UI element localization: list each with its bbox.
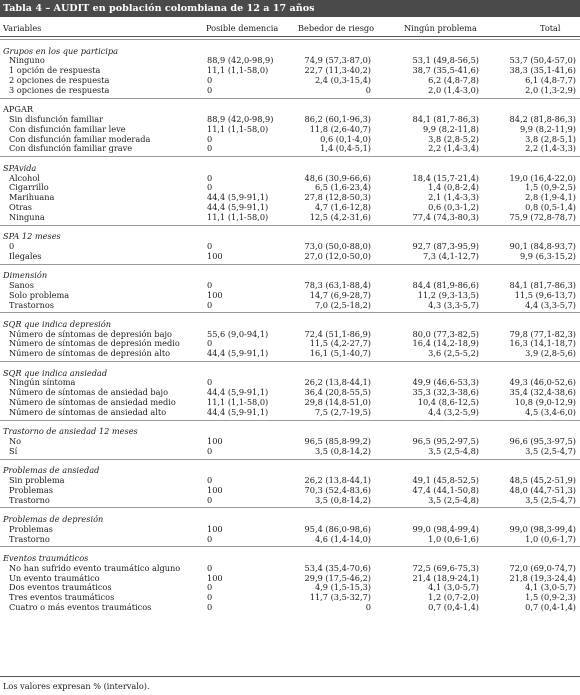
cell-ningun-problema: 3,8 (2,8-5,2) [428, 133, 479, 144]
row-label: Ninguna [9, 211, 45, 222]
cell-total: 84,1 (81,7-86,3) [509, 279, 576, 290]
cell-bebedor-de-riesgo: 0 [365, 84, 371, 95]
section-header [0, 466, 580, 476]
cell-total: 79,8 (77,1-82,3) [509, 328, 576, 339]
cell-total: 21,8 (19,3-24,4) [509, 572, 576, 583]
cell-ningun-problema: 99,0 (98,4-99,4) [412, 523, 479, 534]
section-header [0, 47, 580, 57]
cell-ningun-problema: 1,4 (0,8-2,4) [428, 182, 479, 193]
cell-bebedor-de-riesgo: 48,6 (30,9-66,6) [304, 172, 371, 183]
cell-posible-demencia: 0 [207, 533, 213, 544]
section-header [0, 369, 580, 379]
cell-bebedor-de-riesgo: 72,4 (51,1-86,9) [304, 328, 371, 339]
cell-total: 84,2 (81,8-86,3) [509, 113, 576, 124]
row-label: Sin disfunción familiar [9, 113, 104, 124]
table-row [0, 252, 580, 262]
cell-posible-demencia: 11,1 (1,1-58,0) [207, 123, 269, 134]
cell-posible-demencia: 0 [207, 475, 213, 486]
row-label: Problemas [9, 523, 53, 534]
section-header [0, 232, 580, 242]
cell-total: 48,5 (45,2-51,9) [509, 475, 576, 486]
cell-total: 11,5 (9,6-13,7) [514, 289, 576, 300]
cell-bebedor-de-riesgo: 11,5 (4,2-27,7) [309, 338, 371, 349]
table-row [0, 476, 580, 486]
section-divider [0, 98, 580, 106]
cell-ningun-problema: 9,9 (8,2-11,8) [422, 123, 479, 134]
cell-ningun-problema: 38,7 (35,5-41,6) [412, 65, 479, 76]
row-label: Número de síntomas de depresión bajo [9, 328, 172, 339]
cell-bebedor-de-riesgo: 7,0 (2,5-18,2) [314, 299, 371, 310]
table-body [0, 39, 580, 613]
cell-ningun-problema: 35,3 (32,3-38,6) [412, 387, 479, 398]
cell-bebedor-de-riesgo: 1,4 (0,4-5,1) [320, 143, 371, 154]
cell-ningun-problema: 53,1 (49,8-56,5) [412, 55, 479, 66]
cell-total: 4,5 (3,4-6,0) [525, 406, 576, 417]
cell-posible-demencia: 0 [207, 582, 213, 593]
cell-ningun-problema: 92,7 (87,3-95,9) [412, 240, 479, 251]
row-label: Con disfunción familiar leve [9, 123, 126, 134]
cell-total: 1,0 (0,6-1,7) [525, 533, 576, 544]
table-row [0, 203, 580, 213]
cell-total: 0,7 (0,4-1,4) [525, 601, 576, 612]
cell-ningun-problema: 3,5 (2,5-4,8) [428, 445, 479, 456]
cell-bebedor-de-riesgo: 70,3 (52,4-83,6) [304, 484, 371, 495]
table-row [0, 86, 580, 96]
row-label: Solo problema [9, 289, 70, 300]
cell-posible-demencia: 44,4 (5,9-91,1) [207, 192, 269, 203]
cell-bebedor-de-riesgo: 4,7 (1,6-12,8) [314, 201, 371, 212]
cell-ningun-problema: 7,3 (4,1-12,7) [422, 250, 479, 261]
cell-bebedor-de-riesgo: 73,0 (50,0-88,0) [304, 240, 371, 251]
cell-posible-demencia: 0 [207, 562, 213, 573]
cell-total: 3,5 (2,5-4,7) [525, 445, 576, 456]
section-title: SQR que indica depresión [3, 318, 111, 329]
table-title: Tabla 4 – AUDIT en población colombiana de 12 a 17 años [0, 0, 580, 17]
cell-posible-demencia: 0 [207, 299, 213, 310]
cell-bebedor-de-riesgo: 96,5 (85,8-99,2) [304, 436, 371, 447]
cell-ningun-problema: 1,0 (0,6-1,6) [428, 533, 479, 544]
cell-posible-demencia: 0 [207, 494, 213, 505]
cell-ningun-problema: 47,4 (44,1-50,8) [412, 484, 479, 495]
cell-total: 1,5 (0,9-2,3) [525, 592, 576, 603]
cell-ningun-problema: 18,4 (15,7-21,4) [412, 172, 479, 183]
table-row [0, 174, 580, 184]
cell-total: 1,5 (0,9-2,5) [525, 182, 576, 193]
cell-ningun-problema: 2,1 (1,4-3,3) [428, 192, 479, 203]
table-row [0, 535, 580, 545]
cell-bebedor-de-riesgo: 12,5 (4,2-31,6) [309, 211, 371, 222]
cell-ningun-problema: 49,9 (46,6-53,3) [412, 377, 479, 388]
cell-posible-demencia: 0 [207, 601, 213, 612]
cell-total: 72,0 (69,0-74,7) [509, 562, 576, 573]
cell-total: 16,3 (14,1-18,7) [509, 338, 576, 349]
section-title: SPA 12 meses [3, 231, 61, 242]
cell-total: 96,6 (95,3-97,5) [509, 436, 576, 447]
row-label: Cigarrillo [9, 182, 49, 193]
cell-bebedor-de-riesgo: 86,2 (60,1-96,3) [304, 113, 371, 124]
cell-bebedor-de-riesgo: 27,8 (12,8-50,3) [304, 192, 371, 203]
cell-posible-demencia: 0 [207, 84, 213, 95]
row-label: Marihuana [9, 192, 55, 203]
row-label: 1 opción de respuesta [9, 65, 101, 76]
cell-ningun-problema: 10,4 (8,6-12,5) [417, 397, 479, 408]
cell-bebedor-de-riesgo: 4,9 (1,5-15,3) [314, 582, 371, 593]
table-row [0, 183, 580, 193]
cell-posible-demencia: 0 [207, 172, 213, 183]
table-row [0, 301, 580, 311]
cell-bebedor-de-riesgo: 7,5 (2,7-19,5) [314, 406, 371, 417]
cell-ningun-problema: 4,4 (3,2-5,9) [428, 406, 479, 417]
cell-bebedor-de-riesgo: 26,2 (13,8-44,1) [304, 475, 371, 486]
row-label: Número de síntomas de ansiedad bajo [9, 387, 169, 398]
cell-ningun-problema: 2,0 (1,4-3,0) [428, 84, 479, 95]
cell-bebedor-de-riesgo: 29,9 (17,5-46,2) [304, 572, 371, 583]
table-row [0, 281, 580, 291]
table-row [0, 291, 580, 301]
cell-ningun-problema: 96,5 (95,2-97,5) [412, 436, 479, 447]
cell-bebedor-de-riesgo: 78,3 (63,1-88,4) [304, 279, 371, 290]
cell-posible-demencia: 11,1 (1,1-58,0) [207, 65, 269, 76]
section-divider [0, 156, 580, 164]
cell-bebedor-de-riesgo: 74,9 (57,3-87,0) [304, 55, 371, 66]
cell-total: 35,4 (32,4-38,6) [509, 387, 576, 398]
cell-posible-demencia: 0 [207, 445, 213, 456]
row-label: Con disfunción familiar moderada [9, 133, 151, 144]
cell-ningun-problema: 77,4 (74,3-80,3) [412, 211, 479, 222]
cell-total: 2,8 (1,9-4,1) [525, 192, 576, 203]
cell-posible-demencia: 44,4 (5,9-91,1) [207, 387, 269, 398]
cell-total: 4,4 (3,3-5,7) [525, 299, 576, 310]
header-variables: Variables [3, 23, 42, 33]
cell-posible-demencia: 0 [207, 592, 213, 603]
row-label: Alcohol [9, 172, 40, 183]
cell-ningun-problema: 4,1 (3,0-5,7) [428, 582, 479, 593]
cell-bebedor-de-riesgo: 53,4 (35,4-70,6) [304, 562, 371, 573]
cell-total: 2,2 (1,4-3,3) [525, 143, 576, 154]
cell-bebedor-de-riesgo: 0 [365, 601, 371, 612]
audit-table [0, 18, 580, 613]
cell-total: 9,9 (6,3-15,2) [519, 250, 576, 261]
table-row [0, 486, 580, 496]
section-header [0, 271, 580, 281]
row-label: 3 opciones de respuesta [9, 84, 110, 95]
cell-posible-demencia: 100 [207, 250, 223, 261]
row-label: Ningún síntoma [9, 377, 76, 388]
cell-bebedor-de-riesgo: 14,7 (6,9-28,7) [309, 289, 371, 300]
table-bottom-rule [0, 676, 580, 677]
cell-total: 0,8 (0,5-1,4) [525, 201, 576, 212]
cell-posible-demencia: 88,9 (42,0-98,9) [207, 113, 274, 124]
cell-total: 99,0 (98,3-99,4) [509, 523, 576, 534]
cell-total: 90,1 (84,8-93,7) [509, 240, 576, 251]
cell-bebedor-de-riesgo: 95,4 (86,0-98,6) [304, 523, 371, 534]
cell-ningun-problema: 80,0 (77,3-82,5) [412, 328, 479, 339]
cell-posible-demencia: 11,1 (1,1-58,0) [207, 397, 269, 408]
cell-ningun-problema: 84,1 (81,7-86,3) [412, 113, 479, 124]
cell-ningun-problema: 49,1 (45,8-52,5) [412, 475, 479, 486]
cell-posible-demencia: 88,9 (42,0-98,9) [207, 55, 274, 66]
cell-bebedor-de-riesgo: 4,6 (1,4-14,0) [314, 533, 371, 544]
cell-bebedor-de-riesgo: 26,2 (13,8-44,1) [304, 377, 371, 388]
row-label: Sin problema [9, 475, 65, 486]
cell-ningun-problema: 4,3 (3,3-5,7) [428, 299, 479, 310]
cell-ningun-problema: 11,2 (9,3-13,5) [417, 289, 479, 300]
cell-total: 3,9 (2,8-5,6) [525, 348, 576, 359]
cell-posible-demencia: 44,4 (5,9-91,1) [207, 201, 269, 212]
cell-ningun-problema: 6,2 (4,8-7,8) [428, 74, 479, 85]
cell-ningun-problema: 0,7 (0,4-1,4) [428, 601, 479, 612]
cell-bebedor-de-riesgo: 11,7 (3,5-32,7) [309, 592, 371, 603]
cell-ningun-problema: 1,2 (0,7-2,0) [428, 592, 479, 603]
cell-posible-demencia: 100 [207, 484, 223, 495]
section-divider [0, 225, 580, 233]
cell-ningun-problema: 16,4 (14,2-18,9) [412, 338, 479, 349]
cell-ningun-problema: 3,6 (2,5-5,2) [428, 348, 479, 359]
cell-total: 53,7 (50,4-57,0) [509, 55, 576, 66]
row-label: 2 opciones de respuesta [9, 74, 110, 85]
row-label: Número de síntomas de depresión medio [9, 338, 180, 349]
section-title: Problemas de ansiedad [3, 465, 100, 476]
row-label: Otras [9, 201, 32, 212]
section-title: SPAvida [3, 162, 37, 173]
section-title: SQR que indica ansiedad [3, 367, 108, 378]
cell-total: 6,1 (4,8-7,7) [525, 74, 576, 85]
cell-posible-demencia: 100 [207, 572, 223, 583]
cell-bebedor-de-riesgo: 2,4 (0,3-15,4) [314, 74, 371, 85]
cell-posible-demencia: 100 [207, 523, 223, 534]
row-label: Trastorno [9, 494, 50, 505]
section-title: Problemas de depresión [3, 514, 104, 525]
table-footnote: Los valores expresan % (intervalo). [3, 681, 150, 691]
table-row [0, 242, 580, 252]
cell-posible-demencia: 0 [207, 279, 213, 290]
cell-total: 10,8 (9,0-12,9) [514, 397, 576, 408]
table-row [0, 193, 580, 203]
cell-total: 4,1 (3,0-5,7) [525, 582, 576, 593]
cell-posible-demencia: 11,1 (1,1-58,0) [207, 211, 269, 222]
cell-ningun-problema: 21,4 (18,9-24,1) [412, 572, 479, 583]
row-label: 0 [9, 240, 15, 251]
cell-total: 3,5 (2,5-4,7) [525, 494, 576, 505]
cell-bebedor-de-riesgo: 22,7 (11,3-40,2) [304, 65, 371, 76]
cell-ningun-problema: 72,5 (69,6-75,3) [412, 562, 479, 573]
cell-total: 9,9 (8,2-11,9) [519, 123, 576, 134]
table-header [0, 18, 580, 37]
section-title: Dimensión [3, 270, 48, 281]
cell-total: 3,8 (2,8-5,1) [525, 133, 576, 144]
row-label: Número de síntomas de ansiedad alto [9, 406, 167, 417]
section-header [0, 515, 580, 525]
row-label: Problemas [9, 484, 53, 495]
section-title: Grupos en los que participa [3, 45, 119, 56]
cell-posible-demencia: 0 [207, 377, 213, 388]
cell-posible-demencia: 55,6 (9,0-94,1) [207, 328, 269, 339]
cell-posible-demencia: 44,4 (5,9-91,1) [207, 348, 269, 359]
cell-bebedor-de-riesgo: 11,8 (2,6-40,7) [309, 123, 371, 134]
row-label: Número de síntomas de ansiedad medio [9, 397, 176, 408]
header-total: Total [540, 23, 561, 33]
cell-posible-demencia: 0 [207, 338, 213, 349]
cell-ningun-problema: 84,4 (81,9-86,6) [412, 279, 479, 290]
cell-bebedor-de-riesgo: 6,5 (1,6-23,4) [314, 182, 371, 193]
cell-posible-demencia: 0 [207, 143, 213, 154]
row-label: Trastornos [9, 299, 54, 310]
table-row [0, 525, 580, 535]
table-row [0, 144, 580, 154]
cell-total: 19,0 (16,4-22,0) [509, 172, 576, 183]
cell-bebedor-de-riesgo: 3,5 (0,8-14,2) [314, 445, 371, 456]
cell-total: 48,0 (44,7-51,3) [509, 484, 576, 495]
cell-ningun-problema: 0,6 (0,3-1,2) [428, 201, 479, 212]
cell-posible-demencia: 44,4 (5,9-91,1) [207, 406, 269, 417]
table-row [0, 408, 580, 418]
section-title: Eventos traumáticos [3, 553, 89, 563]
table-row [0, 213, 580, 223]
section-divider [0, 264, 580, 272]
row-label: Ninguno [9, 55, 45, 66]
cell-total: 49,3 (46,0-52,6) [509, 377, 576, 388]
table-row [0, 447, 580, 457]
table-row [0, 496, 580, 506]
cell-posible-demencia: 100 [207, 436, 223, 447]
row-label: No han sufrido evento traumático alguno [9, 562, 181, 573]
row-label: No [9, 436, 22, 447]
section-header [0, 164, 580, 174]
table-row [0, 349, 580, 359]
cell-ningun-problema: 2,2 (1,4-3,4) [428, 143, 479, 154]
row-label: Sanos [9, 279, 34, 290]
row-label: Tres eventos traumáticos [9, 592, 115, 603]
row-label: Con disfunción familiar grave [9, 143, 133, 154]
cell-total: 75,9 (72,8-78,7) [509, 211, 576, 222]
cell-ningun-problema: 3,5 (2,5-4,8) [428, 494, 479, 505]
cell-total: 2,0 (1,3-2,9) [525, 84, 576, 95]
header-ningun-problema: Ningún problema [404, 23, 477, 33]
cell-posible-demencia: 100 [207, 289, 223, 300]
section-title: Trastorno de ansiedad 12 meses [3, 426, 138, 437]
section-header [0, 427, 580, 437]
row-label: Número de síntomas de depresión alto [9, 348, 171, 359]
header-posible-demencia: Posible demencia [206, 23, 279, 33]
row-label: Dos eventos traumáticos [9, 582, 112, 593]
cell-bebedor-de-riesgo: 3,5 (0,8-14,2) [314, 494, 371, 505]
row-label: Sí [9, 445, 18, 456]
table-row [0, 437, 580, 447]
cell-bebedor-de-riesgo: 0,6 (0,1-4,0) [320, 133, 371, 144]
cell-bebedor-de-riesgo: 16,1 (5,1-40,7) [309, 348, 371, 359]
cell-bebedor-de-riesgo: 27,0 (12,0-50,0) [304, 250, 371, 261]
cell-bebedor-de-riesgo: 36,4 (20,8-55,5) [304, 387, 371, 398]
cell-posible-demencia: 0 [207, 240, 213, 251]
header-bebedor-de-riesgo: Bebedor de riesgo [298, 23, 375, 33]
cell-posible-demencia: 0 [207, 133, 213, 144]
row-label: Cuatro o más eventos traumáticos [9, 601, 152, 612]
cell-bebedor-de-riesgo: 29,8 (14,8-51,0) [304, 397, 371, 408]
row-label: Trastorno [9, 533, 50, 544]
cell-posible-demencia: 0 [207, 74, 213, 85]
cell-posible-demencia: 0 [207, 182, 213, 193]
row-label: Un evento traumático [9, 572, 100, 583]
table-row [0, 603, 580, 613]
row-label: Ilegales [9, 250, 42, 261]
cell-total: 38,3 (35,1-41,6) [509, 65, 576, 76]
section-title: APGAR [3, 104, 34, 115]
